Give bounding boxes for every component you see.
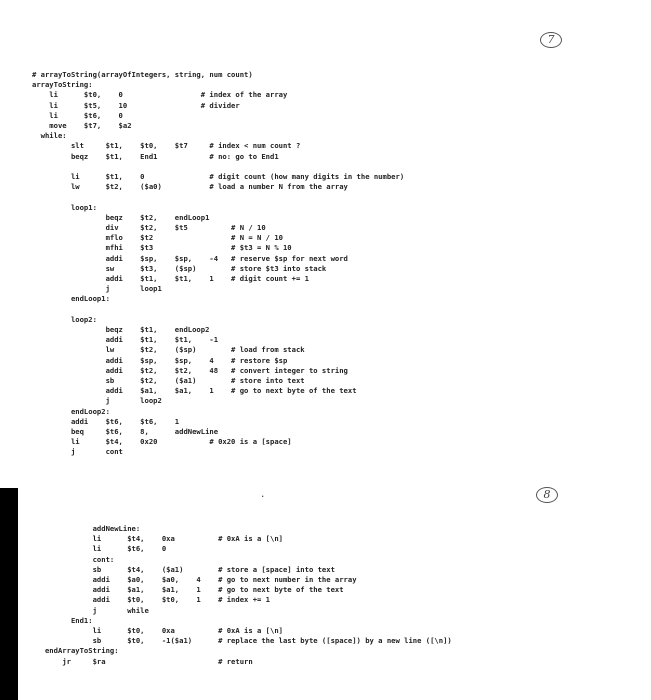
code-line: End1: [32,615,93,625]
code-line: li $t6, 0 [32,110,123,120]
code-line: endLoop1: [32,294,110,304]
code-line: li $t6, 0 [32,544,167,554]
code-line: j while [32,605,149,615]
code-line: sb $t4, ($a1) # store a [space] into text [32,564,335,574]
page-number-top: 7 [540,32,562,48]
code-line: addi $t2, $t2, 48 # convert integer to string [32,365,348,375]
code-line: sb $t0, -1($a1) # replace the last byte ([space]) by a new line ([\n]) [32,636,452,646]
code-line: addi $t0, $t0, 1 # index += 1 [32,595,270,605]
code-line: addi $a1, $a1, 1 # go to next byte of the text [32,386,357,396]
code-line: beqz $t1, End1 # no: go to End1 [32,151,279,161]
code-line: # arrayToString(arrayOfIntegers, string, num count) [32,70,253,79]
code-line: addNewLine: [32,524,141,533]
code-line: j cont [32,447,123,457]
code-line: sb $t2, ($a1) # store into text [32,376,305,385]
code-line: li $t5, 10 # divider [32,100,240,110]
code-line: while: [32,131,67,141]
code-line: endArrayToString: [32,646,119,656]
code-line: addi $sp, $sp, -4 # reserve $sp for next word [32,253,348,263]
code-line: li $t0, 0xa # 0xA is a [\n] [32,626,283,635]
code-line: cont: [32,554,115,564]
code-line: sw $t3, ($sp) # store $t3 into stack [32,263,327,273]
code-line: j loop2 [32,396,162,406]
code-line: addi $t6, $t6, 1 [32,416,180,426]
code-line: mflo $t2 # N = N / 10 [32,233,283,243]
code-line: li $t1, 0 # digit count (how many digits in the number) [32,172,405,181]
code-line: addi $t1, $t1, -1 [32,335,219,345]
code-line: addi $sp, $sp, 4 # restore $sp [32,355,288,365]
code-line: slt $t1, $t0, $t7 # index < num count ? [32,141,301,151]
code-line: addi $a1, $a1, 1 # go to next byte of the text [32,585,344,595]
code-line: beqz $t1, endLoop2 [32,325,210,334]
code-line: li $t4, 0xa # 0xA is a [\n] [32,534,283,544]
code-line: move $t7, $a2 [32,121,132,130]
code-line: loop1: [32,202,97,212]
code-line: li $t4, 0x20 # 0x20 is a [space] [32,437,292,447]
code-line: arrayToString: [32,80,93,90]
code-line: lw $t2, ($sp) # load from stack [32,345,305,355]
code-line: j loop1 [32,284,162,294]
stray-mark: . [260,490,266,500]
code-line: beq $t6, 8, addNewLine [32,427,219,436]
code-line: beqz $t2, endLoop1 [32,212,210,222]
code-line: endLoop2: [32,406,110,416]
page-number-bottom: 8 [536,487,558,503]
code-line: div $t2, $t5 # N / 10 [32,223,266,232]
code-line: addi $t1, $t1, 1 # digit count += 1 [32,274,309,283]
code-line: loop2: [32,314,97,324]
code-line: mfhi $t3 # $t3 = N % 10 [32,243,292,253]
code-line: lw $t2, ($a0) # load a number N from the array [32,182,348,192]
code-line: li $t0, 0 # index of the array [32,90,288,100]
code-line: addi $a0, $a0, 4 # go to next number in the array [32,575,357,584]
code-line: jr $ra # return [32,656,253,666]
